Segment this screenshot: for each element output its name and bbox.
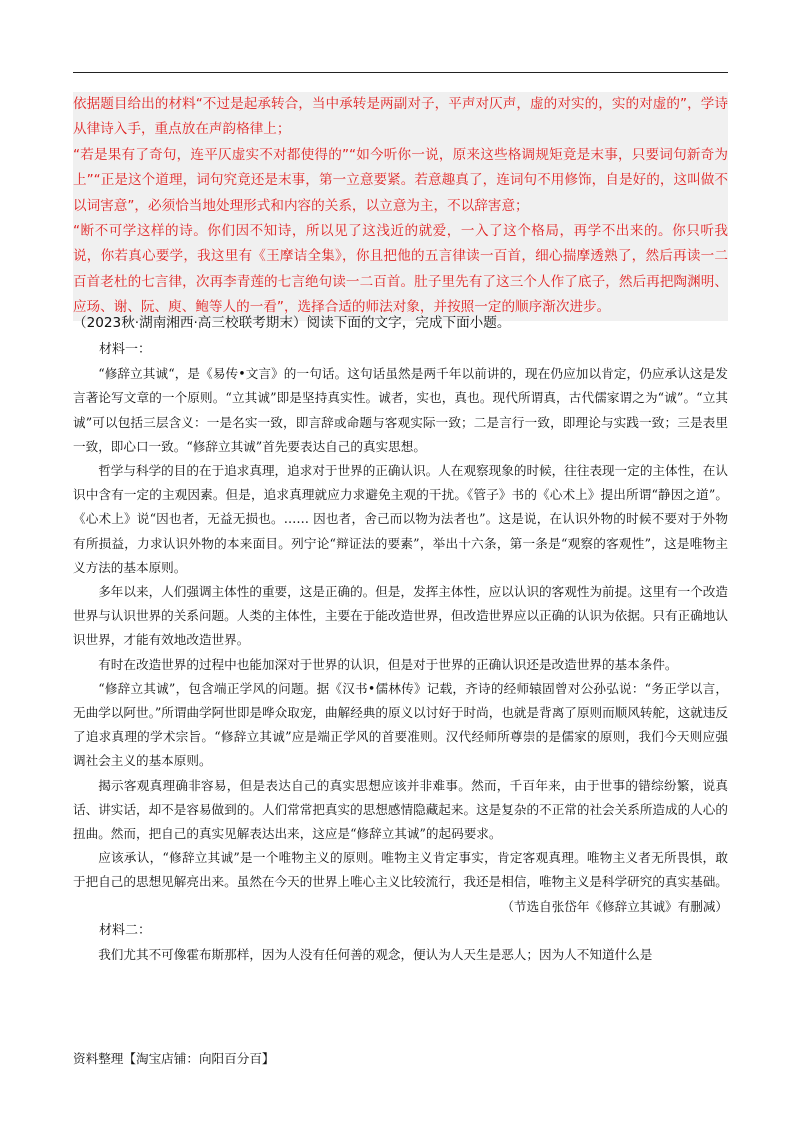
- reading-passage: [73, 338, 728, 967]
- passage-paragraph: “修辞立其诚”，包含端正学风的问题。据《汉书•儒林传》记载，齐诗的经师辕固曾对公孙弘说：“务正学以言，无曲学以阿世。”所谓曲学阿世即是哗众取宠，曲解经典的原义以讨好于时尚，也就是背离了原则而顺风转舵，这就违反了追求真理的学术宗旨。“修辞立其诚”应是端正学风的首要准则。汉代经师所尊崇的是儒家的原则，我们今天则应强调社会主义的基本原则。: [73, 680, 729, 769]
- passage-paragraph: 我们尤其不可像霍布斯那样，因为人没有任何善的观念，便认为人天生是恶人；因为人不知道什么是: [98, 947, 653, 963]
- answer-paragraph: “若是果有了奇句，连平仄虚实不对都使得的”“如今听你一说，原来这些格调规矩竟是末事，只要词句新奇为上”“正是这个道理，词句究竟还是末事，第一立意要紧。若意趣真了，连词句不用修饰，自是好的，这叫做不以词害意”，必须恰当地处理形式和内容的关系，以立意为主，不以辞害意；: [73, 146, 728, 214]
- material-two-heading: 材料二：: [99, 922, 152, 938]
- answer-paragraph: 依据题目给出的材料“不过是起承转合，当中承转是两副对子，平声对仄声，虚的对实的，实的对虚的”，学诗从律诗入手，重点放在声韵格律上；: [73, 96, 728, 138]
- material-one-heading: 材料一：: [99, 342, 152, 357]
- footer-source-note: 资料整理【淘宝店铺：向阳百分百】: [73, 1051, 275, 1066]
- passage-paragraph: “修辞立其诚“，是《易传•文言》的一句话。这句话虽然是两千年以前讲的，现在仍应加以肯定，仍应承认这是发言著论写文章的一个原则。“立其诚”即是坚持真实性。诚者，实也，真也。现代所谓真，古代儒家谓之为“诚”。“立其诚”可以包括三层含义：一是名实一致，即言辞或命题与客观实际一致；二是言行一致，即理论与实践一致；三是表里一致，即心口一致。“修辞立其诚”首先要表达自己的真实思想。: [73, 366, 728, 454]
- passage-attribution: （节选自张岱年《修辞立其诚》有删减）: [501, 898, 728, 914]
- passage-paragraph: 揭示客观真理确非容易，但是表达自己的真实思想应该并非难事。然而，千百年来，由于世事的错综纷繁，说真话、讲实话，却不是容易做到的。人们常常把真实的思想感情隐藏起来。这是复杂的不正常的社会关系所造成的人心的扭曲。然而，把自己的真实见解表达出来，这应是“修辞立其诚”的起码要求。: [73, 777, 728, 842]
- passage-paragraph: 应该承认，“修辞立其诚”是一个唯物主义的原则。唯物主义肯定事实，肯定客观真理。唯物主义者无所畏惧，敢于把自己的思想见解亮出来。虽然在今天的世界上唯心主义比较流行，我还是相信，唯物主义是科学研究的真实基础。: [73, 850, 728, 890]
- header-rule: [73, 72, 728, 73]
- answer-explanation-block: [73, 92, 728, 321]
- question-source-line: （2023秋·湖南湘西·高三校联考期末）阅读下面的文字，完成下面小题。: [73, 315, 511, 331]
- answer-paragraph: “断不可学这样的诗。你们因不知诗，所以见了这浅近的就爱，一入了这个格局，再学不出来的。你只听我说，你若真心要学，我这里有《王摩诘全集》，你且把他的五言律读一百首，细心揣摩透熟了，然后再读一二百首老杜的七言律，次再李青莲的七言绝句读一二百首。肚子里先有了这三个人作了底子，然后再把陶渊明、应玚、谢、阮、庾、鲍等人的一看”，选择合适的师法对象，并按照一定的顺序渐次进步。: [73, 223, 728, 316]
- passage-paragraph: 有时在改造世界的过程中也能加深对于世界的认识，但是对于世界的正确认识还是改造世界的基本条件。: [98, 656, 678, 672]
- passage-paragraph: 哲学与科学的目的在于追求真理，追求对于世界的正确认识。人在观察现象的时候，往往表现一定的主体性，在认识中含有一定的主观因素。但是，追求真理就应力求避免主观的干扰。《管子》书的《心术上》提出所谓“静因之道”。《心术上》说“因也者，无益无损也。…… 因也者，舍己而以物为法者也”。这是说，在认识外物的时候不要对于外物有所损益，力求认识外物的本来面目。列宁论“辩证法的要素”，举出十六条，第一条是“观察的客观性”，这是唯物主义方法的基本原则。: [73, 463, 728, 575]
- passage-paragraph: 多年以来，人们强调主体性的重要，这是正确的。但是，发挥主体性，应以认识的客观性为前提。这里有一个改造世界与认识世界的关系问题。人类的主体性，主要在于能改造世界，但改造世界应以正确的认识为依据。只有正确地认识世界，才能有效地改造世界。: [73, 584, 728, 648]
